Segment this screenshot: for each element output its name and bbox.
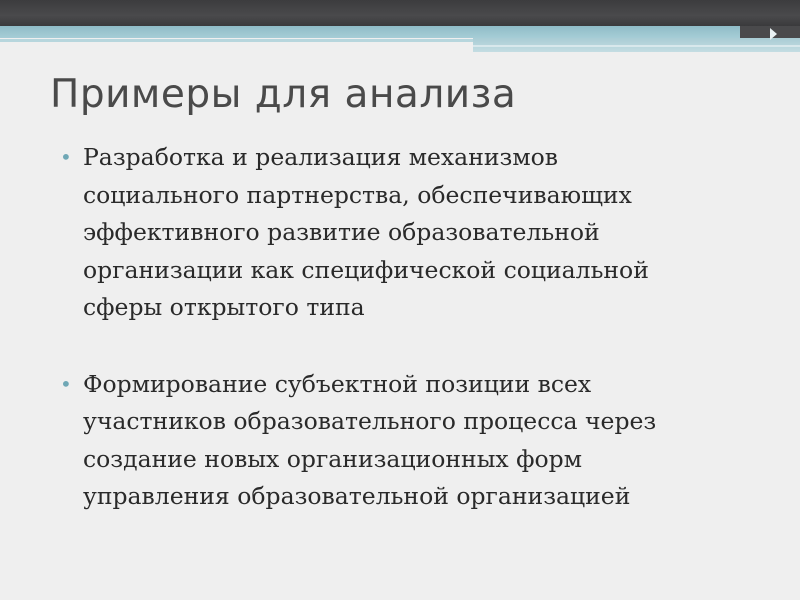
bullet-2-line-2: участников образовательного процесса через	[83, 407, 657, 435]
bullet-dot-icon: •	[60, 145, 72, 169]
bullet-2-line-4: управления образовательной организацией	[83, 482, 631, 510]
bullet-1-line-1: Разработка и реализация механизмов	[83, 143, 558, 171]
slide-title: Примеры для анализа	[50, 72, 517, 117]
bullet-2-line-3: создание новых организационных форм	[83, 444, 582, 473]
right-teal-stripe	[473, 45, 800, 47]
corner-triangle-icon	[770, 28, 777, 40]
bullet-list	[58, 139, 758, 555]
bullet-item-1	[58, 139, 758, 327]
bullet-1-line-2: социального партнерства, обеспечивающих	[83, 180, 632, 209]
bullet-1-line-4: организации как специфической социальной	[83, 255, 649, 284]
top-dark-bar	[0, 0, 800, 26]
bullet-1-line-3: эффективного развитие образовательной	[83, 218, 600, 246]
bullet-1-line-5: сферы открытого типа	[83, 293, 365, 321]
bullet-item-2	[58, 366, 758, 516]
top-teal-band	[0, 26, 800, 38]
bullet-dot-icon: •	[60, 371, 72, 396]
bullet-2-line-1: Формирование субъектной позиции всех	[83, 369, 592, 398]
